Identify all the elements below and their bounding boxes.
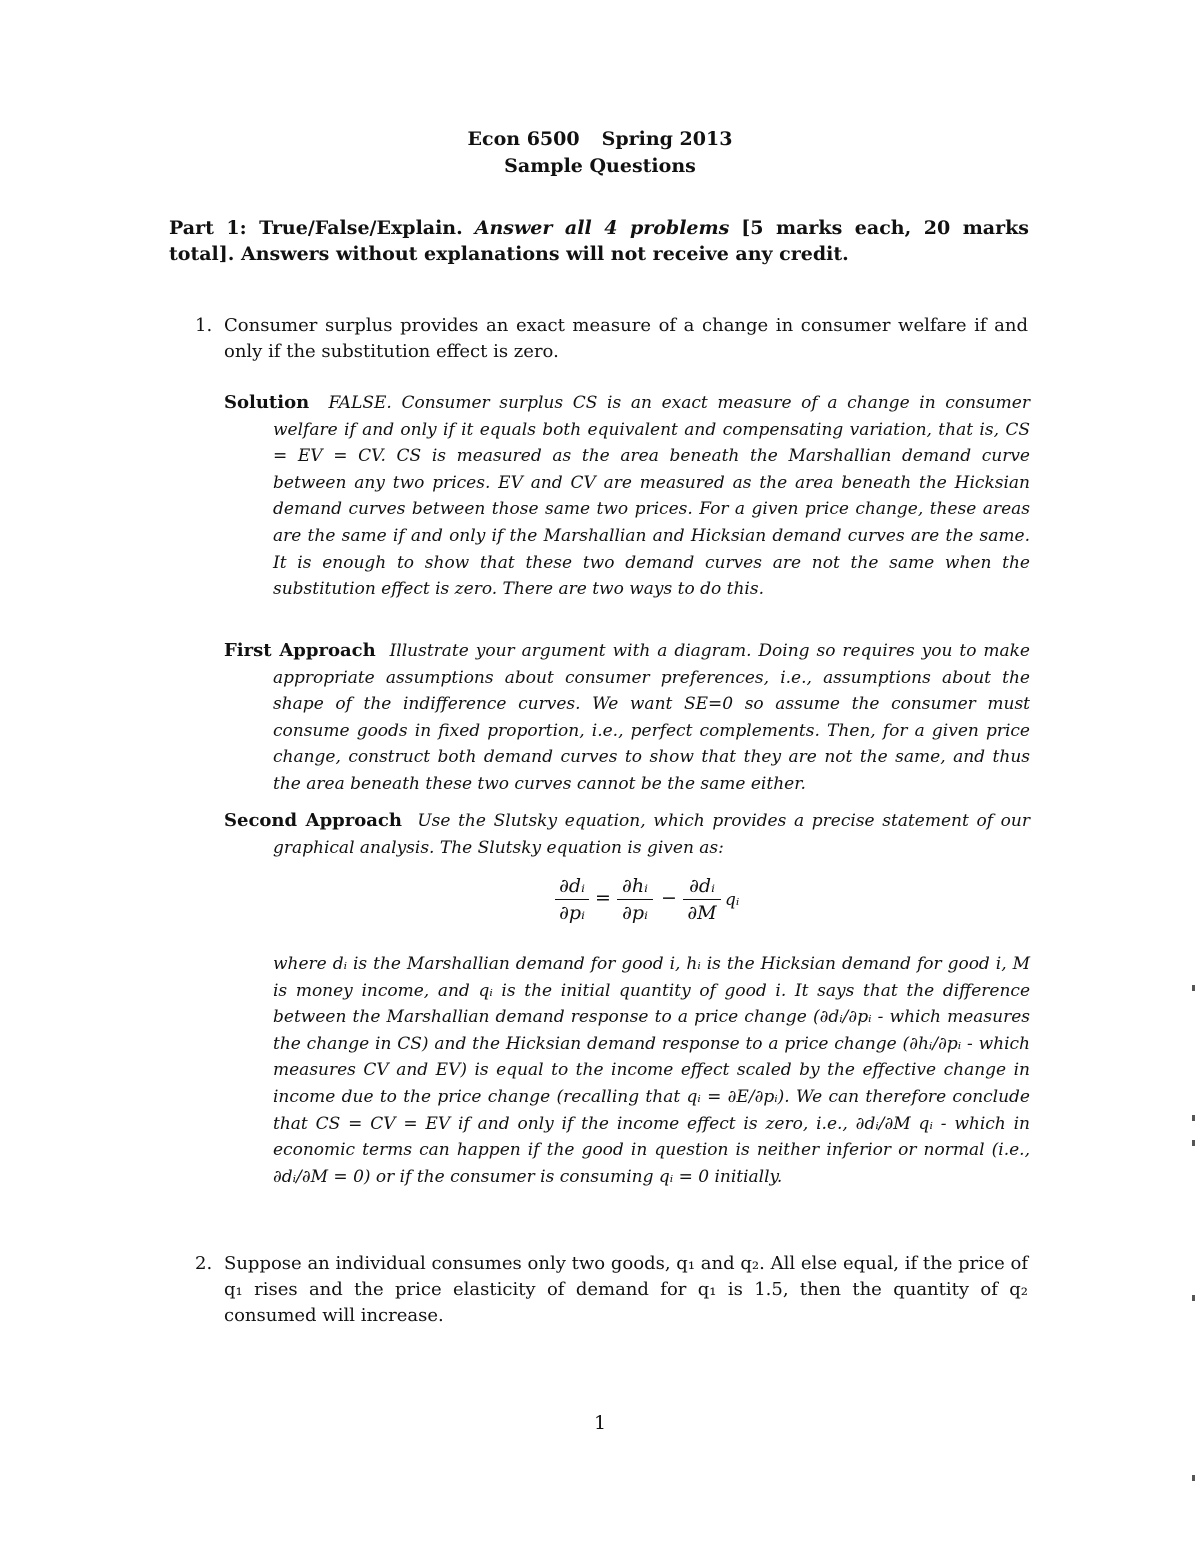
course-name: Econ 6500 — [467, 128, 580, 150]
solution-heading: Solution — [224, 392, 310, 413]
income-fraction — [683, 874, 721, 925]
page-number: 1 — [593, 1412, 607, 1434]
question-number: 2. — [195, 1253, 213, 1274]
part-marks: [5 marks each, 20 marks total]. Answers without explanations will not receive any credit. — [169, 217, 1029, 265]
equals-sign: = — [595, 887, 611, 909]
document-subtitle: Sample Questions — [504, 155, 696, 177]
minus-sign: − — [661, 887, 677, 909]
lhs-fraction — [555, 874, 589, 925]
first-approach-block — [224, 638, 1030, 798]
hicksian-fraction — [617, 874, 653, 925]
income-denominator: ∂M — [687, 902, 717, 924]
scan-mark — [1192, 1115, 1195, 1121]
hicksian-denominator: ∂pᵢ — [622, 902, 648, 924]
scan-mark — [1192, 1140, 1195, 1146]
lhs-numerator: ∂dᵢ — [559, 875, 585, 897]
part-instruction: Answer all 4 problems — [474, 217, 730, 239]
income-numerator: ∂dᵢ — [689, 875, 715, 897]
question-text: Suppose an individual consumes only two goods, q₁ and q₂. All else equal, if the price of q₁ rises and the price elasticity of demand for q₁ is 1.5, then the quantity of q₂ consumed will increase. — [224, 1253, 1028, 1326]
hicksian-numerator: ∂hᵢ — [622, 875, 648, 897]
first-approach-text: Illustrate your argument with a diagram. Doing so requires you to make appropriate assumptions about consumer preferences, i.e., assumptions about the shape of the indifference curves. We want SE=0 so assume the consumer must consume goods in fixed proportion, i.e., perfect complements. Then, for a given price change, construct both demand curves to show that they are not the same, and thus the area beneath these two curves cannot be the same either. — [273, 641, 1030, 794]
second-approach-heading: Second Approach — [224, 810, 402, 831]
solution-text: FALSE. Consumer surplus CS is an exact measure of a change in consumer welfare if and only if it equals both equivalent and compensating variation, that is, CS = EV = CV. CS is measured as the area beneath the Marshallian demand curve between any two prices. EV and CV are measured as the area beneath the Hicksian demand curves between those same two prices. For a given price change, these areas are the same if and only if the Marshallian and Hicksian demand curves are the same. It is enough to show that these two demand curves are not the same when the substitution effect is zero. There are two ways to do this. — [273, 393, 1030, 600]
second-approach-text: Use the Slutsky equation, which provides a precise statement of our graphical analysis. The Slutsky equation is given as: — [273, 811, 1030, 858]
scan-mark — [1192, 1475, 1195, 1481]
question-number: 1. — [195, 315, 213, 336]
slutsky-explanation: where dᵢ is the Marshallian demand for good i, hᵢ is the Hicksian demand for good i, M is money income, and qᵢ is the initial quantity of good i. It says that the difference between the Marshallian demand response to a price change (∂dᵢ/∂pᵢ - which measures the change in CS) and the Hicksian demand response to a price change (∂hᵢ/∂pᵢ - which measures CV and EV) is equal to the income effect scaled by the effective change in income due to the price change (recalling that qᵢ = ∂E/∂pᵢ). We can therefore conclude that CS = CV = EV if and only if the income effect is zero, i.e., ∂dᵢ/∂M qᵢ - which in economic terms can happen if the good in question is neither inferior or normal (i.e., ∂dᵢ/∂M = 0) or if the consumer is consuming qᵢ = 0 initially. — [273, 954, 1030, 1187]
part-label: Part 1: True/False/Explain. — [169, 217, 463, 239]
lhs-denominator: ∂pᵢ — [559, 902, 585, 924]
question-1 — [195, 313, 1028, 365]
first-approach-heading: First Approach — [224, 640, 376, 661]
question-text: Consumer surplus provides an exact measure of a change in consumer welfare if and only if the substitution effect is zero. — [224, 315, 1028, 362]
course-title — [0, 126, 1200, 152]
solution-block — [224, 390, 1030, 603]
question-2 — [195, 1251, 1028, 1329]
quantity-term: qᵢ — [725, 890, 740, 910]
scan-mark — [1192, 1295, 1195, 1301]
part-instructions — [169, 215, 1029, 267]
course-term: Spring 2013 — [601, 128, 733, 150]
scan-mark — [1192, 985, 1195, 991]
slutsky-equation — [555, 868, 755, 930]
second-approach-block — [224, 808, 1030, 861]
